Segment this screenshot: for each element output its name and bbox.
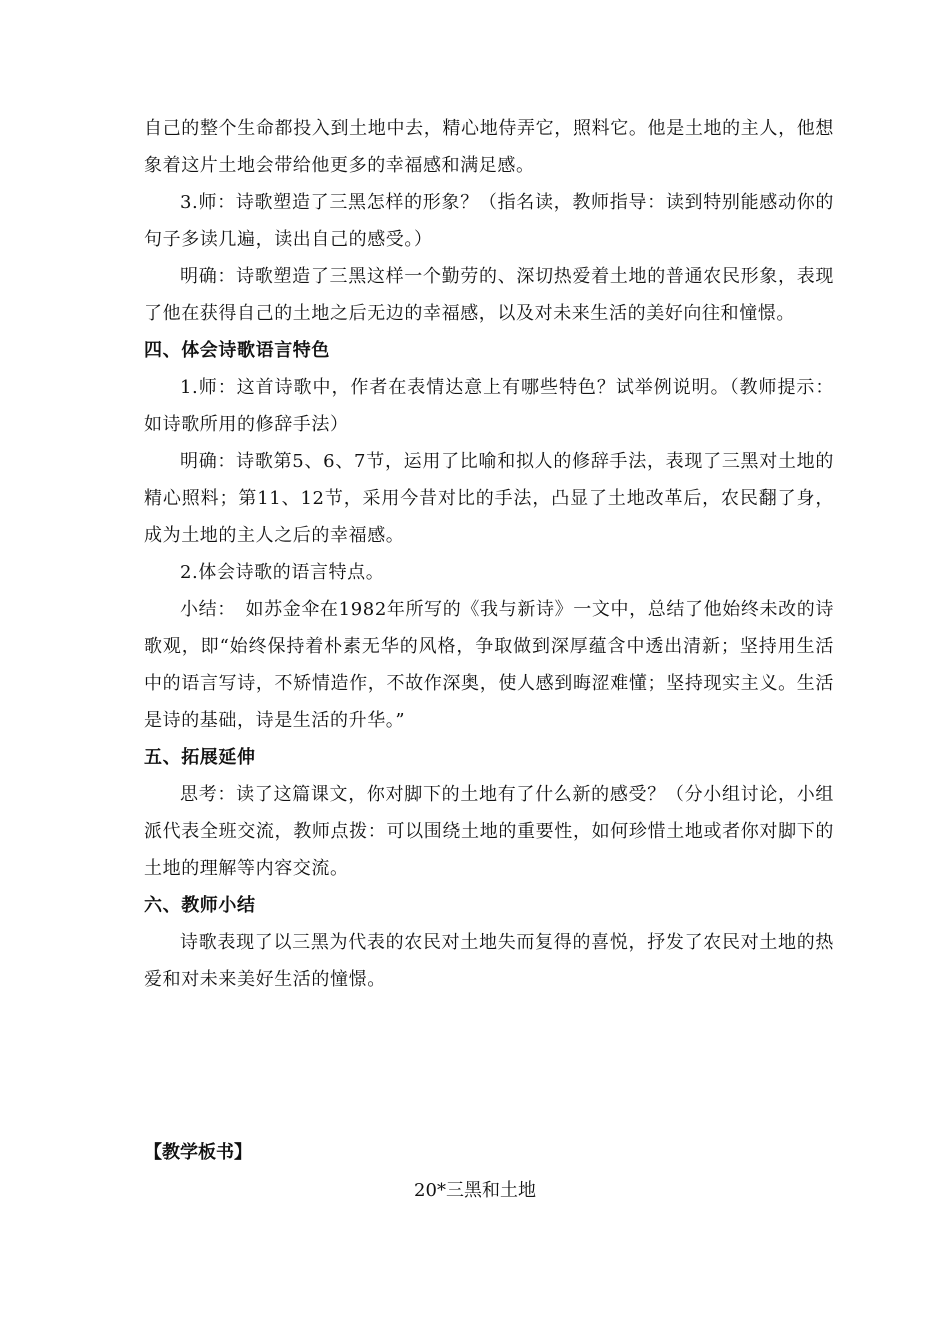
paragraph-teacher-summary: 诗歌表现了以三黑为代表的农民对土地失而复得的喜悦，抒发了农民对土地的热爱和对未来美好生活的憧憬。 [144, 932, 834, 990]
document-body [144, 110, 834, 998]
paragraph-continuation: 自己的整个生命都投入到土地中去，精心地侍弄它，照料它。他是土地的主人，他想象着这片土地会带给他更多的幸福感和满足感。 [144, 118, 834, 176]
paragraph-summary: 小结： 如苏金伞在1982年所写的《我与新诗》一文中，总结了他始终未改的诗歌观，即“始终保持着朴素无华的风格，争取做到深厚蕴含中透出清新；坚持用生活中的语言写诗，不矫情造作，不故作深奥，使人感到晦涩难懂；坚持现实主义。生活是诗的基础，诗是生活的升华。” [144, 599, 834, 731]
paragraph-question-2: 2.体会诗歌的语言特点。 [180, 562, 385, 583]
section-heading-5: 五、拓展延伸 [144, 747, 256, 768]
paragraph-extension: 思考：读了这篇课文，你对脚下的土地有了什么新的感受？（分小组讨论，小组派代表全班交流，教师点拨：可以围绕土地的重要性，如何珍惜土地或者你对脚下的土地的理解等内容交流。 [144, 784, 834, 879]
paragraph-question-3: 3.师：诗歌塑造了三黑怎样的形象？（指名读，教师指导：读到特别能感动你的句子多读几遍，读出自己的感受。） [144, 192, 834, 250]
paragraph-answer-image: 明确：诗歌塑造了三黑这样一个勤劳的、深切热爱着土地的普通农民形象，表现了他在获得自己的土地之后无边的幸福感，以及对未来生活的美好向往和憧憬。 [144, 266, 834, 324]
paragraph-question-1: 1.师：这首诗歌中，作者在表情达意上有哪些特色？试举例说明。（教师提示：如诗歌所用的修辞手法） [144, 377, 834, 435]
section-heading-6: 六、教师小结 [144, 895, 256, 916]
board-heading: 【教学板书】 [144, 1142, 252, 1163]
paragraph-answer-rhetoric: 明确：诗歌第5、6、7节，运用了比喻和拟人的修辞手法，表现了三黑对土地的精心照料；第11、12节，采用今昔对比的手法，凸显了土地改革后，农民翻了身，成为土地的主人之后的幸福感。 [144, 451, 834, 546]
board-title: 20*三黑和土地 [414, 1180, 536, 1201]
section-heading-4: 四、体会诗歌语言特色 [144, 340, 330, 361]
